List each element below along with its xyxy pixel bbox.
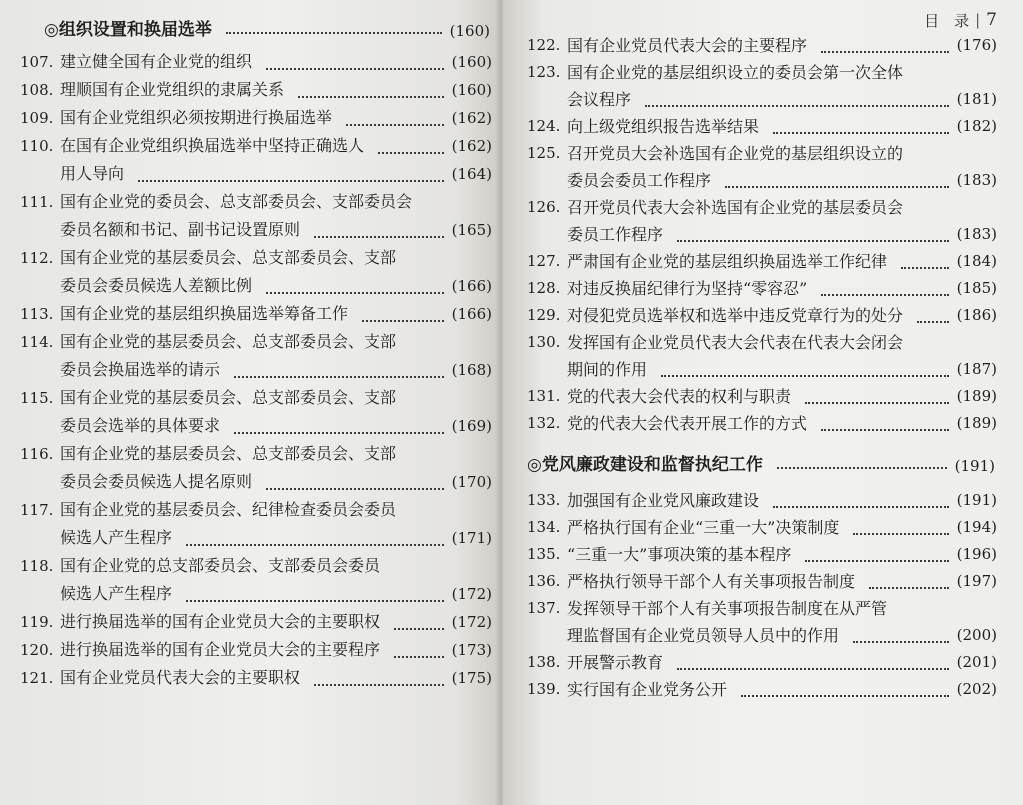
entry-page: (197) xyxy=(956,572,997,590)
toc-entry xyxy=(527,568,997,595)
entry-number: 121. xyxy=(20,669,54,687)
toc-line xyxy=(20,160,492,188)
toc-line xyxy=(527,32,997,59)
toc-line xyxy=(527,275,997,302)
section-title: ◎组织设置和换届选举 xyxy=(44,20,212,40)
entry-page: (201) xyxy=(956,653,997,671)
leader-dots xyxy=(186,544,444,546)
entry-title: 国有企业党的基层委员会、总支部委员会、支部 xyxy=(60,444,397,463)
entry-page: (166) xyxy=(451,305,492,323)
entry-title: 对违反换届纪律行为坚持“零容忍” xyxy=(567,279,808,298)
entry-title: 委员会换届选举的请示 xyxy=(60,360,221,379)
leader-dots xyxy=(266,488,444,490)
entry-number: 116. xyxy=(20,445,54,463)
leader-dots xyxy=(821,429,949,431)
entry-page: (160) xyxy=(451,81,492,99)
entry-page: (162) xyxy=(451,137,492,155)
entry-number: 120. xyxy=(20,641,54,659)
toc-entry xyxy=(527,514,997,541)
entry-title: 理顺国有企业党组织的隶属关系 xyxy=(60,80,285,99)
toc-line xyxy=(527,487,997,514)
entry-title: 向上级党组织报告选举结果 xyxy=(567,117,760,136)
toc-line xyxy=(20,132,492,160)
entry-title: 建立健全国有企业党的组织 xyxy=(60,52,253,71)
section-page: (160) xyxy=(449,22,490,40)
toc-line xyxy=(20,104,492,132)
leader-dots xyxy=(917,321,949,323)
entry-page: (162) xyxy=(451,109,492,127)
entry-page: (194) xyxy=(956,518,997,536)
toc-line xyxy=(20,216,492,244)
entry-title: 候选人产生程序 xyxy=(60,584,173,603)
entry-page: (160) xyxy=(451,53,492,71)
toc-line xyxy=(20,580,492,608)
entry-page: (172) xyxy=(451,585,492,603)
toc-line xyxy=(527,86,997,113)
entry-title: 实行国有企业党务公开 xyxy=(567,680,728,699)
toc-line xyxy=(527,541,997,568)
leader-dots xyxy=(853,641,949,643)
leader-dots xyxy=(394,628,444,630)
running-head-title: 目 录 xyxy=(924,11,970,30)
entry-number: 131. xyxy=(527,387,561,405)
entry-number: 137. xyxy=(527,599,561,617)
entry-number: 139. xyxy=(527,680,561,698)
entry-number: 111. xyxy=(20,193,54,211)
entry-page: (182) xyxy=(956,117,997,135)
toc-list-left xyxy=(20,40,492,692)
toc-line xyxy=(527,59,997,86)
entry-number: 133. xyxy=(527,491,561,509)
leader-dots xyxy=(661,375,949,377)
entry-page: (183) xyxy=(956,225,997,243)
entry-page: (168) xyxy=(451,361,492,379)
toc-entry xyxy=(20,132,492,188)
leader-dots xyxy=(645,105,949,107)
entry-title: 国有企业党的基层委员会、纪律检查委员会委员 xyxy=(60,500,397,519)
toc-entry xyxy=(20,48,492,76)
entry-title: 党的代表大会代表开展工作的方式 xyxy=(567,414,808,433)
toc-list-right-a xyxy=(527,32,997,437)
entry-page: (189) xyxy=(956,414,997,432)
entry-number: 115. xyxy=(20,389,54,407)
entry-title: 委员会选举的具体要求 xyxy=(60,416,221,435)
entry-title: 进行换届选举的国有企业党员大会的主要程序 xyxy=(60,640,381,659)
toc-entry xyxy=(20,384,492,440)
toc-entry xyxy=(20,496,492,552)
entry-number: 135. xyxy=(527,545,561,563)
entry-title: “三重一大”事项决策的基本程序 xyxy=(567,545,792,564)
entry-page: (183) xyxy=(956,171,997,189)
toc-line xyxy=(20,76,492,104)
toc-entry xyxy=(20,300,492,328)
entry-number: 123. xyxy=(527,63,561,81)
entry-title: 对侵犯党员选举权和选举中违反党章行为的处分 xyxy=(567,306,904,325)
entry-page: (172) xyxy=(451,613,492,631)
leader-dots xyxy=(677,240,949,242)
section-heading xyxy=(20,14,492,40)
entry-number: 117. xyxy=(20,501,54,519)
entry-page: (175) xyxy=(451,669,492,687)
entry-number: 122. xyxy=(527,36,561,54)
toc-line xyxy=(527,514,997,541)
leader-dots xyxy=(378,152,444,154)
entry-title: 理监督国有企业党员领导人员中的作用 xyxy=(567,626,840,645)
entry-page: (191) xyxy=(956,491,997,509)
toc-line xyxy=(527,113,997,140)
toc-line xyxy=(527,410,997,437)
entry-page: (196) xyxy=(956,545,997,563)
toc-entry xyxy=(20,664,492,692)
entry-number: 110. xyxy=(20,137,54,155)
entry-page: (187) xyxy=(956,360,997,378)
section-page-2: (191) xyxy=(954,457,995,475)
toc-line xyxy=(527,649,997,676)
toc-line xyxy=(20,384,492,412)
leader-dots xyxy=(314,236,444,238)
entry-title: 发挥领导干部个人有关事项报告制度在从严管 xyxy=(567,599,888,618)
toc-line xyxy=(527,676,997,703)
entry-title: 委员会委员工作程序 xyxy=(567,171,712,190)
entry-page: (189) xyxy=(956,387,997,405)
entry-number: 130. xyxy=(527,333,561,351)
toc-entry xyxy=(527,302,997,329)
leader-dots xyxy=(777,467,947,469)
entry-title: 国有企业党员代表大会的主要程序 xyxy=(567,36,808,55)
entry-number: 108. xyxy=(20,81,54,99)
entry-title: 国有企业党的基层委员会、总支部委员会、支部 xyxy=(60,332,397,351)
left-page xyxy=(0,0,498,805)
toc-line xyxy=(20,636,492,664)
entry-number: 138. xyxy=(527,653,561,671)
leader-dots xyxy=(677,668,949,670)
entry-number: 127. xyxy=(527,252,561,270)
entry-number: 107. xyxy=(20,53,54,71)
entry-title: 国有企业党的基层委员会、总支部委员会、支部 xyxy=(60,388,397,407)
toc-entry xyxy=(527,32,997,59)
toc-line xyxy=(527,595,997,622)
entry-page: (166) xyxy=(451,277,492,295)
entry-title: 加强国有企业党风廉政建设 xyxy=(567,491,760,510)
entry-page: (164) xyxy=(451,165,492,183)
running-head-separator: | xyxy=(975,11,981,29)
entry-title: 召开党员大会补选国有企业党的基层组织设立的 xyxy=(567,144,904,163)
toc-line xyxy=(527,302,997,329)
leader-dots xyxy=(805,402,949,404)
toc-entry xyxy=(20,104,492,132)
toc-entry xyxy=(527,140,997,194)
entry-title: 国有企业党的基层组织换届选举筹备工作 xyxy=(60,304,349,323)
entry-number: 113. xyxy=(20,305,54,323)
toc-entry xyxy=(527,194,997,248)
leader-dots xyxy=(394,656,444,658)
entry-title: 国有企业党的委员会、总支部委员会、支部委员会 xyxy=(60,192,413,211)
leader-dots xyxy=(869,587,949,589)
entry-title: 国有企业党组织必须按期进行换届选举 xyxy=(60,108,333,127)
right-page xyxy=(503,0,1023,805)
leader-dots xyxy=(725,186,949,188)
toc-entry xyxy=(527,649,997,676)
toc-list-right-b xyxy=(527,487,997,703)
toc-line xyxy=(527,622,997,649)
toc-entry xyxy=(527,410,997,437)
entry-number: 126. xyxy=(527,198,561,216)
entry-page: (200) xyxy=(956,626,997,644)
page-number: 7 xyxy=(986,10,997,30)
leader-dots xyxy=(266,68,444,70)
toc-entry xyxy=(20,244,492,300)
toc-line xyxy=(527,167,997,194)
toc-line xyxy=(527,329,997,356)
toc-entry xyxy=(20,552,492,608)
leader-dots xyxy=(805,560,948,562)
entry-page: (173) xyxy=(451,641,492,659)
toc-line xyxy=(20,356,492,384)
entry-number: 129. xyxy=(527,306,561,324)
toc-line xyxy=(20,188,492,216)
section-heading-2 xyxy=(527,449,997,475)
leader-dots xyxy=(821,294,948,296)
toc-line xyxy=(527,194,997,221)
toc-line xyxy=(527,248,997,275)
toc-line xyxy=(20,524,492,552)
entry-title: 严格执行国有企业“三重一大”决策制度 xyxy=(567,518,840,537)
entry-number: 132. xyxy=(527,414,561,432)
entry-title: 期间的作用 xyxy=(567,360,648,379)
leader-dots xyxy=(346,124,444,126)
entry-number: 125. xyxy=(527,144,561,162)
toc-line xyxy=(527,221,997,248)
entry-number: 134. xyxy=(527,518,561,536)
toc-entry xyxy=(527,541,997,568)
entry-title: 国有企业党员代表大会的主要职权 xyxy=(60,668,301,687)
toc-entry xyxy=(527,59,997,113)
toc-line xyxy=(20,468,492,496)
toc-entry xyxy=(20,608,492,636)
leader-dots xyxy=(853,533,948,535)
section-title-2: ◎党风廉政建设和监督执纪工作 xyxy=(527,455,763,475)
entry-page: (181) xyxy=(956,90,997,108)
toc-line xyxy=(20,48,492,76)
entry-number: 112. xyxy=(20,249,54,267)
toc-line xyxy=(20,664,492,692)
leader-dots xyxy=(314,684,444,686)
toc-line xyxy=(20,300,492,328)
toc-entry xyxy=(527,487,997,514)
toc-entry xyxy=(527,595,997,649)
toc-entry xyxy=(527,383,997,410)
entry-number: 124. xyxy=(527,117,561,135)
entry-title: 发挥国有企业党员代表大会代表在代表大会闭会 xyxy=(567,333,904,352)
toc-entry xyxy=(527,113,997,140)
entry-title: 党的代表大会代表的权利与职责 xyxy=(567,387,792,406)
toc-entry xyxy=(20,328,492,384)
toc-entry xyxy=(20,636,492,664)
entry-page: (202) xyxy=(956,680,997,698)
leader-dots xyxy=(234,376,444,378)
leader-dots xyxy=(234,432,444,434)
toc-line xyxy=(527,568,997,595)
toc-entry xyxy=(527,248,997,275)
entry-title: 委员工作程序 xyxy=(567,225,664,244)
toc-line xyxy=(20,496,492,524)
entry-title: 国有企业党的总支部委员会、支部委员会委员 xyxy=(60,556,381,575)
toc-line xyxy=(20,244,492,272)
toc-line xyxy=(20,328,492,356)
toc-entry xyxy=(527,275,997,302)
toc-entry xyxy=(527,676,997,703)
entry-title: 委员名额和书记、副书记设置原则 xyxy=(60,220,301,239)
entry-page: (165) xyxy=(451,221,492,239)
entry-title: 委员会委员候选人提名原则 xyxy=(60,472,253,491)
entry-title: 国有企业党的基层委员会、总支部委员会、支部 xyxy=(60,248,397,267)
leader-dots xyxy=(362,320,444,322)
toc-line xyxy=(527,356,997,383)
entry-page: (185) xyxy=(956,279,997,297)
entry-page: (169) xyxy=(451,417,492,435)
leader-dots xyxy=(186,600,444,602)
leader-dots xyxy=(138,180,444,182)
toc-entry xyxy=(20,188,492,244)
leader-dots xyxy=(298,96,444,98)
entry-number: 136. xyxy=(527,572,561,590)
entry-page: (186) xyxy=(956,306,997,324)
entry-page: (176) xyxy=(956,36,997,54)
toc-entry xyxy=(20,76,492,104)
toc-line xyxy=(20,440,492,468)
entry-title: 在国有企业党组织换届选举中坚持正确选人 xyxy=(60,136,365,155)
leader-dots xyxy=(226,32,442,34)
entry-page: (170) xyxy=(451,473,492,491)
entry-number: 128. xyxy=(527,279,561,297)
entry-title: 严肃国有企业党的基层组织换届选举工作纪律 xyxy=(567,252,888,271)
entry-page: (171) xyxy=(451,529,492,547)
entry-title: 开展警示教育 xyxy=(567,653,664,672)
toc-line xyxy=(20,608,492,636)
leader-dots xyxy=(266,292,444,294)
toc-line xyxy=(527,140,997,167)
entry-title: 候选人产生程序 xyxy=(60,528,173,547)
toc-line xyxy=(20,552,492,580)
entry-page: (184) xyxy=(956,252,997,270)
entry-title: 委员会委员候选人差额比例 xyxy=(60,276,253,295)
entry-title: 国有企业党的基层组织设立的委员会第一次全体 xyxy=(567,63,904,82)
toc-line xyxy=(527,383,997,410)
leader-dots xyxy=(773,132,949,134)
entry-title: 严格执行领导干部个人有关事项报告制度 xyxy=(567,572,856,591)
entry-title: 用人导向 xyxy=(60,164,125,183)
toc-entry xyxy=(527,329,997,383)
entry-title: 进行换届选举的国有企业党员大会的主要职权 xyxy=(60,612,381,631)
leader-dots xyxy=(773,506,949,508)
entry-number: 114. xyxy=(20,333,54,351)
leader-dots xyxy=(741,695,949,697)
toc-entry xyxy=(20,440,492,496)
entry-number: 118. xyxy=(20,557,54,575)
running-head xyxy=(527,8,997,32)
entry-title: 召开党员代表大会补选国有企业党的基层委员会 xyxy=(567,198,904,217)
entry-number: 119. xyxy=(20,613,54,631)
toc-line xyxy=(20,412,492,440)
leader-dots xyxy=(901,267,949,269)
leader-dots xyxy=(821,51,949,53)
toc-line xyxy=(20,272,492,300)
entry-title: 会议程序 xyxy=(567,90,632,109)
entry-number: 109. xyxy=(20,109,54,127)
